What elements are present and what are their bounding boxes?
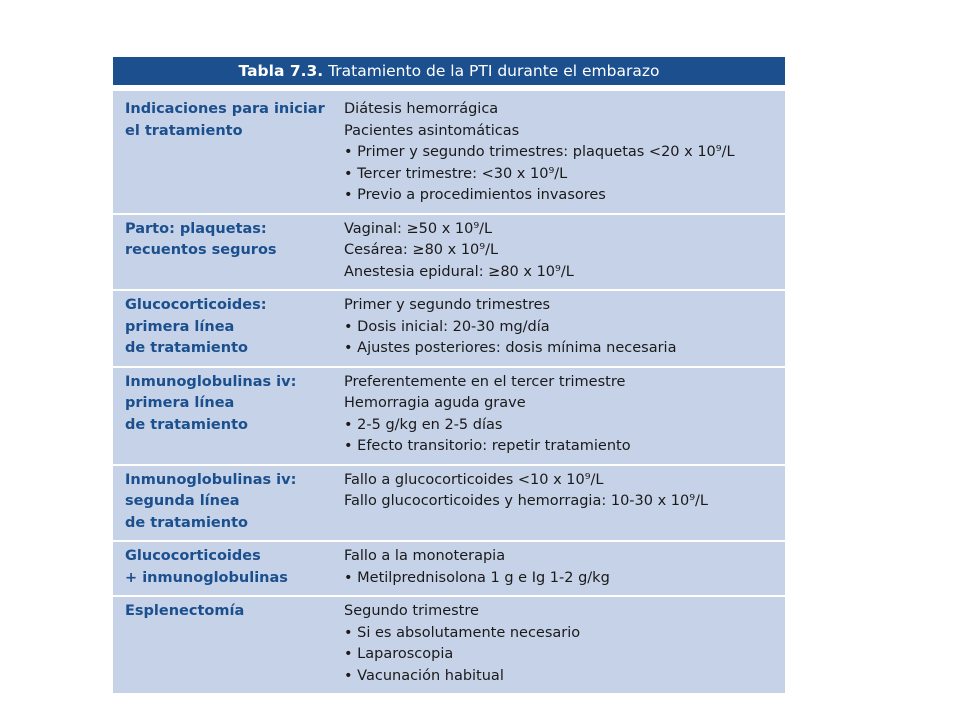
row-content-line: Pacientes asintomáticas bbox=[344, 122, 520, 139]
table-row bbox=[113, 213, 785, 290]
treatment-table bbox=[113, 57, 785, 693]
row-content bbox=[344, 295, 785, 360]
table-row bbox=[113, 289, 785, 366]
row-content-line: • Metilprednisolona 1 g e Ig 1-2 g/kg bbox=[344, 569, 610, 586]
row-content-line: • Dosis inicial: 20-30 mg/día bbox=[344, 318, 550, 335]
row-content-line: Primer y segundo trimestres bbox=[344, 297, 551, 313]
row-content bbox=[344, 99, 785, 207]
row-content-line: • Primer y segundo trimestres: plaquetas <20 x 10⁹/L bbox=[344, 144, 735, 160]
row-content bbox=[344, 546, 785, 589]
row-label: Esplenectomía bbox=[125, 603, 245, 619]
row-content-line: • Laparoscopia bbox=[344, 646, 454, 662]
table-row bbox=[113, 91, 785, 213]
row-content-line: Vaginal: ≥50 x 10⁹/L bbox=[344, 220, 493, 237]
row-label: Glucocorticoides: primera línea de tratamiento bbox=[125, 297, 267, 356]
row-content-line: • Tercer trimestre: <30 x 10⁹/L bbox=[344, 165, 568, 182]
row-content-line: Fallo glucocorticoides y hemorragia: 10-30 x 10⁹/L bbox=[344, 493, 709, 509]
row-content bbox=[344, 219, 785, 284]
row-content bbox=[344, 601, 785, 687]
row-content-line: • Efecto transitorio: repetir tratamiento bbox=[344, 438, 631, 454]
row-content-line: Cesárea: ≥80 x 10⁹/L bbox=[344, 242, 499, 258]
row-label: Parto: plaquetas: recuentos seguros bbox=[125, 220, 277, 258]
row-content-line: Anestesia epidural: ≥80 x 10⁹/L bbox=[344, 263, 574, 280]
row-label: Inmunoglobulinas iv: primera línea de tratamiento bbox=[125, 373, 297, 433]
row-content bbox=[344, 372, 785, 458]
row-content-line: Segundo trimestre bbox=[344, 603, 479, 619]
row-content-line: Preferentemente en el tercer trimestre bbox=[344, 373, 626, 390]
row-label: Inmunoglobulinas iv: segunda línea de tratamiento bbox=[125, 471, 297, 531]
row-label: Indicaciones para iniciar el tratamiento bbox=[125, 101, 325, 139]
table-title-number: Tabla 7.3. bbox=[238, 62, 324, 80]
row-label: Glucocorticoides + inmunoglobulinas bbox=[125, 548, 288, 586]
table-row bbox=[113, 540, 785, 595]
row-content-line: • Previo a procedimientos invasores bbox=[344, 187, 606, 203]
row-content-line: • 2-5 g/kg en 2-5 días bbox=[344, 416, 503, 433]
row-content-line: Hemorragia aguda grave bbox=[344, 395, 526, 411]
row-content-line: Fallo a la monoterapia bbox=[344, 548, 506, 564]
row-content-line: Diátesis hemorrágica bbox=[344, 101, 499, 117]
table-row bbox=[113, 464, 785, 541]
row-content-line: • Ajustes posteriores: dosis mínima necesaria bbox=[344, 340, 677, 356]
table-title bbox=[113, 57, 785, 85]
row-content bbox=[344, 470, 785, 535]
table-title-text: Tratamiento de la PTI durante el embarazo bbox=[323, 62, 660, 80]
row-content-line: • Vacunación habitual bbox=[344, 667, 504, 684]
table-body bbox=[113, 91, 785, 693]
row-content-line: Fallo a glucocorticoides <10 x 10⁹/L bbox=[344, 471, 604, 488]
row-content-line: • Si es absolutamente necesario bbox=[344, 624, 581, 641]
table-row bbox=[113, 366, 785, 464]
table-row bbox=[113, 595, 785, 693]
